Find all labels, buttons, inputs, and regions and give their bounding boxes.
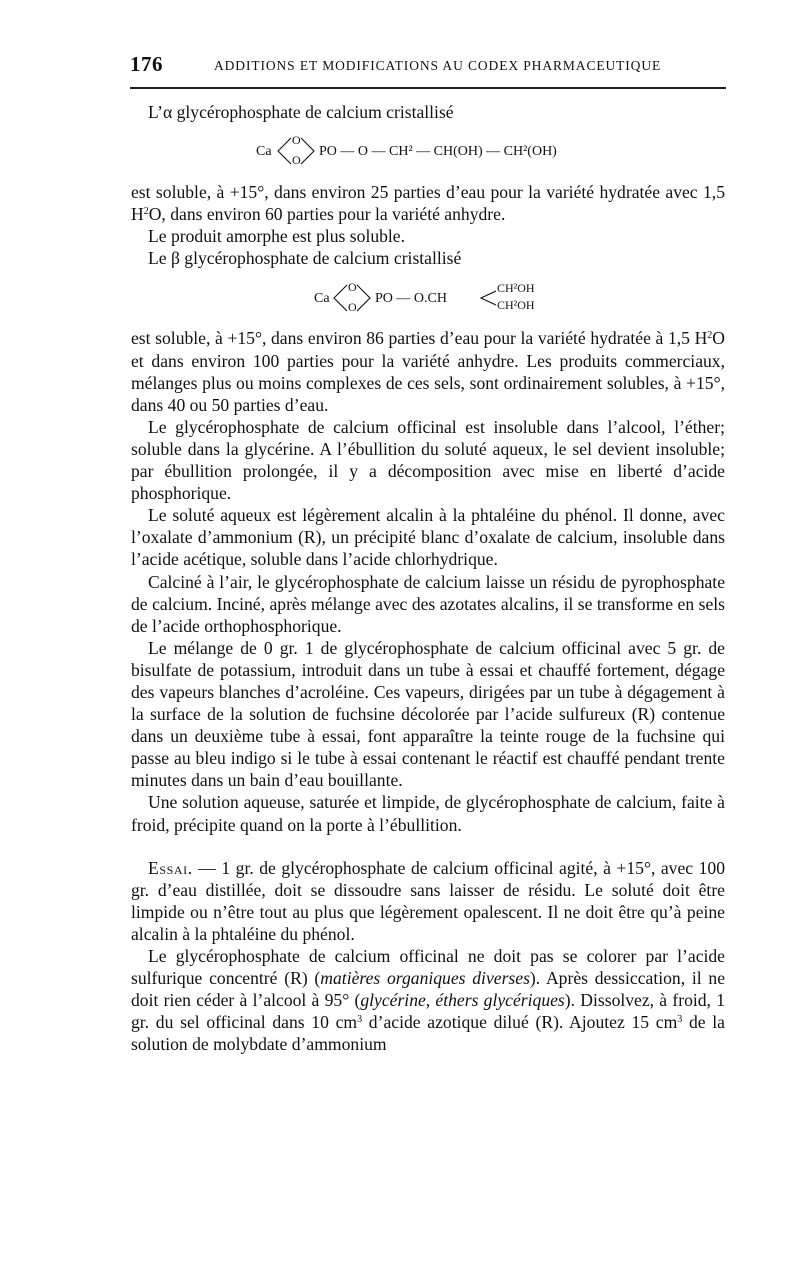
formula-beta-ca: Ca — [314, 291, 330, 307]
italic-span: matières organiques diverses — [320, 968, 530, 989]
formula-alpha-o-bottom: O — [292, 153, 301, 168]
formula-beta-branch-lines — [481, 291, 496, 305]
paragraph-alpha-intro — [131, 101, 725, 123]
paragraph-calcination — [131, 571, 725, 637]
formula-alpha-left-bracket — [278, 138, 291, 164]
formula-beta-branch-bottom: CH²OH — [497, 298, 535, 313]
page-body — [131, 101, 725, 1055]
superscript: 3 — [677, 1014, 683, 1026]
paragraph-essai — [131, 857, 725, 945]
text-span: Le soluté aqueux est légèrement alcalin à la phtaléine du phénol. Il donne, avec l’oxalate d’ammonium (R), un précipité blanc d’oxalate de calcium, insoluble dans l’acide acétique, soluble dans l’acide chlorhydrique. — [131, 505, 725, 570]
formula-alpha-chain: PO — O — CH² — CH(OH) — CH²(OH) — [319, 144, 557, 160]
running-head: ADDITIONS ET MODIFICATIONS AU CODEX PHARMACEUTIQUE — [214, 58, 662, 73]
formula-beta-branch-top: CH²OH — [497, 281, 535, 296]
text-span: Le glycérophosphate de calcium officinal est insoluble dans l’alcool, l’éther; soluble dans la glycérine. A l’ébullition du soluté aqueux, le sel devient insoluble; par ébullition prolongée, il y a décomposition avec mise en liberté d’acide phosphorique. — [131, 416, 725, 504]
paragraph-alpha-solubility — [131, 181, 725, 225]
text-span: est soluble, à +15°, dans environ 25 parties d’eau pour la variété hydratée avec 1,5 H — [131, 182, 725, 225]
superscript: 2 — [707, 330, 713, 342]
formula-beta-chain: PO — O.CH — [375, 291, 447, 307]
text-span: — 1 gr. de glycérophosphate de calcium officinal agité, à +15°, avec 100 gr. d’eau distillée, doit se dissoudre sans laisser de résidu. Le soluté doit être limpide ou n’être tout au plus que légèrement opalescent. Il ne doit être qu’à peine alcalin à la phtaléine du phénol. — [131, 857, 725, 944]
text-span: ). Après dessiccation, il ne doit rien céder à l’alcool à 95° ( — [131, 968, 726, 1011]
formula-alpha-drawing — [131, 128, 725, 174]
paragraph-insolubility — [131, 416, 725, 504]
paragraph-sulfuric-test — [131, 945, 725, 1055]
text-span: ). Dissolvez, à froid, 1 gr. du sel officinal dans 10 cm — [131, 990, 725, 1033]
text-span: O et dans environ 100 parties pour la variété anhydre. Les produits commerciaux, mélanges plus ou moins complexes de ces sels, sont ordinairement solubles, à +15°, dans 40 ou 50 parties d’eau. — [131, 328, 725, 415]
formula-alpha — [131, 128, 725, 174]
paragraph-precipitation — [131, 791, 725, 835]
formula-beta — [131, 274, 725, 320]
paragraph-acroleine-test — [131, 637, 725, 792]
text-span: Le produit amorphe est plus soluble. — [148, 226, 406, 247]
page-number: 176 — [130, 52, 163, 76]
formula-alpha-right-bracket — [301, 138, 314, 164]
paragraph-beta-solubility — [131, 327, 725, 415]
formula-beta-drawing — [131, 274, 725, 320]
text-span: est soluble, à +15°, dans environ 86 parties d’eau pour la variété hydratée à 1,5 H — [131, 328, 708, 349]
section-gap — [131, 836, 725, 857]
formula-beta-o-top: O — [348, 280, 357, 295]
text-span: O, dans environ 60 parties pour la variété anhydre. — [148, 204, 506, 225]
italic-span: glycérine, éthers glycériques — [360, 990, 565, 1011]
superscript: 2 — [143, 206, 149, 218]
header-rule — [130, 87, 726, 89]
paragraph-alkaline — [131, 504, 725, 570]
essai-label: Essai. — [148, 857, 193, 878]
formula-beta-right-bracket — [357, 285, 370, 311]
paragraph-alpha-intro-text: L’α glycérophosphate de calcium cristallisé — [148, 102, 454, 122]
text-span: Le β glycérophosphate de calcium cristallisé — [148, 248, 462, 269]
formula-alpha-o-top: O — [292, 133, 301, 148]
formula-alpha-ca: Ca — [256, 144, 272, 160]
text-span: Le mélange de 0 gr. 1 de glycérophosphate de calcium officinal avec 5 gr. de bisulfate de potassium, introduit dans un tube à essai et chauffé fortement, dégage des vapeurs blanches d’acroléine. Ces vapeurs, dirigées par un tube à dégagement à la surface de la solution de fuchsine décolorée par l’acide sulfureux (R) contenue dans un deuxième tube à essai, font apparaître la teinte rouge de la fuchsine qui passe au bleu indigo si le tube à essai contenant le réactif est chauffé pendant trente minutes dans un bain d’eau bouillante. — [131, 637, 725, 791]
page-header — [130, 52, 726, 82]
superscript: 3 — [357, 1014, 363, 1026]
text-span: d’acide azotique dilué (R). Ajoutez 15 cm — [362, 1012, 678, 1033]
paragraph-beta-intro — [131, 247, 725, 269]
formula-beta-o-bottom: O — [348, 300, 357, 315]
formula-beta-left-bracket — [334, 285, 347, 311]
text-span: Le glycérophosphate de calcium officinal ne doit pas se colorer par l’acide sulfurique concentré (R) ( — [131, 946, 725, 989]
text-span: Calciné à l’air, le glycérophosphate de calcium laisse un résidu de pyrophosphate de calcium. Inciné, après mélange avec des azotates alcalins, il se transforme en sels de l’acide orthophosphorique. — [131, 571, 725, 636]
text-span: de la solution de molybdate d’ammonium — [131, 1012, 725, 1055]
paragraph-amorphe — [131, 225, 725, 247]
text-span: Une solution aqueuse, saturée et limpide, de glycérophosphate de calcium, faite à froid, précipite quand on la porte à l’ébullition. — [131, 792, 725, 835]
